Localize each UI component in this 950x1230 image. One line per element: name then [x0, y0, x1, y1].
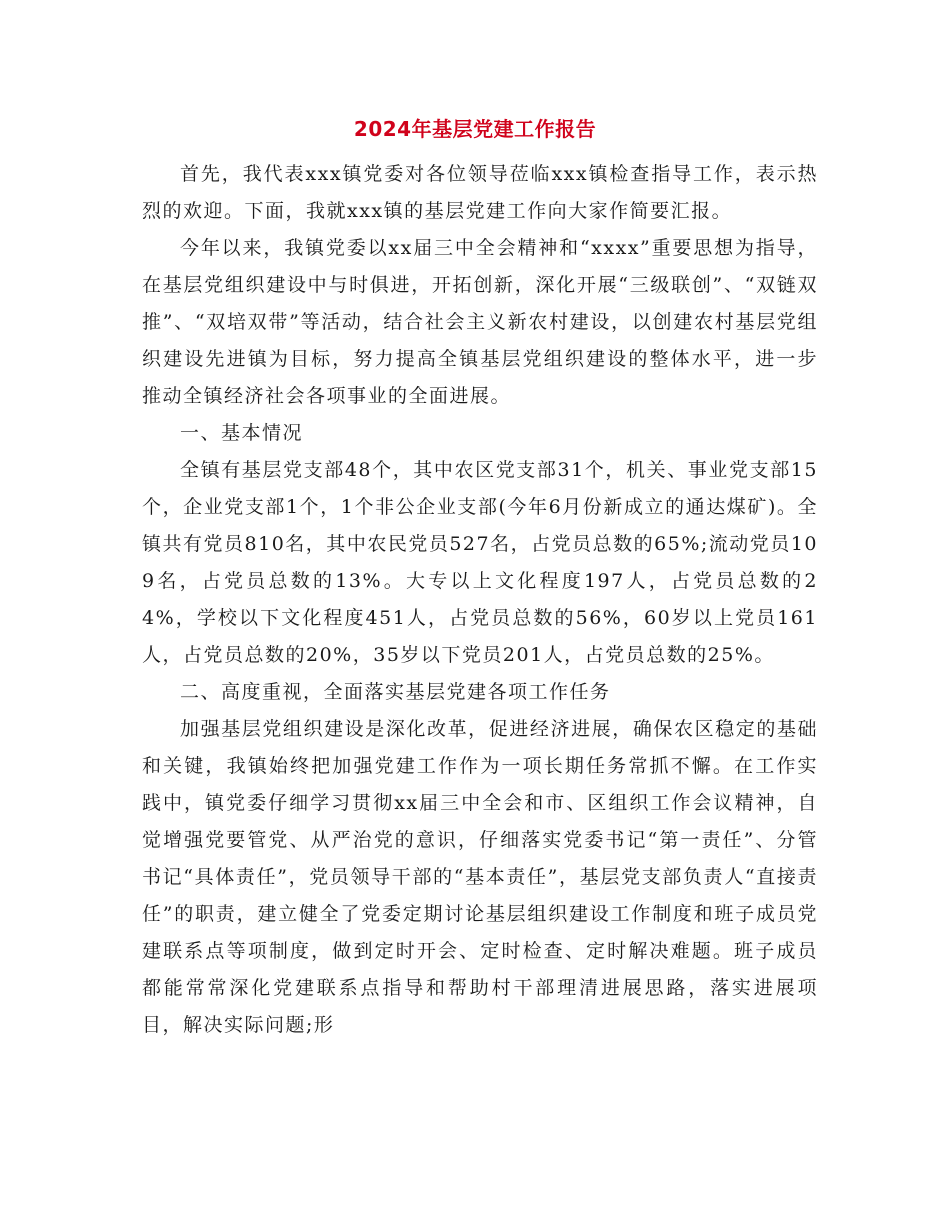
paragraph-statistics: 全镇有基层党支部48个，其中农区党支部31个，机关、事业党支部15个，企业党支部1个，1个非公企业支部(今年6月份新成立的通达煤矿)。全镇共有党员810名，其中农民党员527名，占党员总数的65%;流动党员109名，占党员总数的13%。大专以上文化程度197人，占党员总数的24%，学校以下文化程度451人，占党员总数的56%，60岁以上党员161人，占党员总数的20%，35岁以下党员201人，占党员总数的25%。 [142, 459, 818, 666]
document-body [142, 156, 818, 1044]
document-title: 2024年基层党建工作报告 [353, 117, 597, 141]
paragraph-intro: 首先，我代表xxx镇党委对各位领导莅临xxx镇检查指导工作，表示热烈的欢迎。下面，我就xxx镇的基层党建工作向大家作简要汇报。 [142, 163, 818, 222]
paragraph-overview: 今年以来，我镇党委以xx届三中全会精神和“xxxx”重要思想为指导，在基层党组织建设中与时俱进，开拓创新，深化开展“三级联创”、“双链双推”、“双培双带”等活动，结合社会主义新农村建设，以创建农村基层党组织建设先进镇为目标，努力提高全镇基层党组织建设的整体水平，进一步推动全镇经济社会各项事业的全面进展。 [142, 237, 818, 407]
section-heading-tasks: 二、高度重视，全面落实基层党建各项工作任务 [180, 681, 611, 703]
paragraph-tasks: 加强基层党组织建设是深化改革，促进经济进展，确保农区稳定的基础和关键，我镇始终把加强党建工作作为一项长期任务常抓不懈。在工作实践中，镇党委仔细学习贯彻xx届三中全会和市、区组织工作会议精神，自觉增强党要管党、从严治党的意识，仔细落实党委书记“第一责任”、分管书记“具体责任”，党员领导干部的“基本责任”，基层党支部负责人“直接责任”的职责，建立健全了党委定期讨论基层组织建设工作制度和班子成员党建联系点等项制度，做到定时开会、定时检查、定时解决难题。班子成员都能常常深化党建联系点指导和帮助村干部理清进展思路，落实进展项目，解决实际问题;形 [142, 718, 818, 1036]
section-heading-basic-situation: 一、基本情况 [180, 422, 304, 444]
